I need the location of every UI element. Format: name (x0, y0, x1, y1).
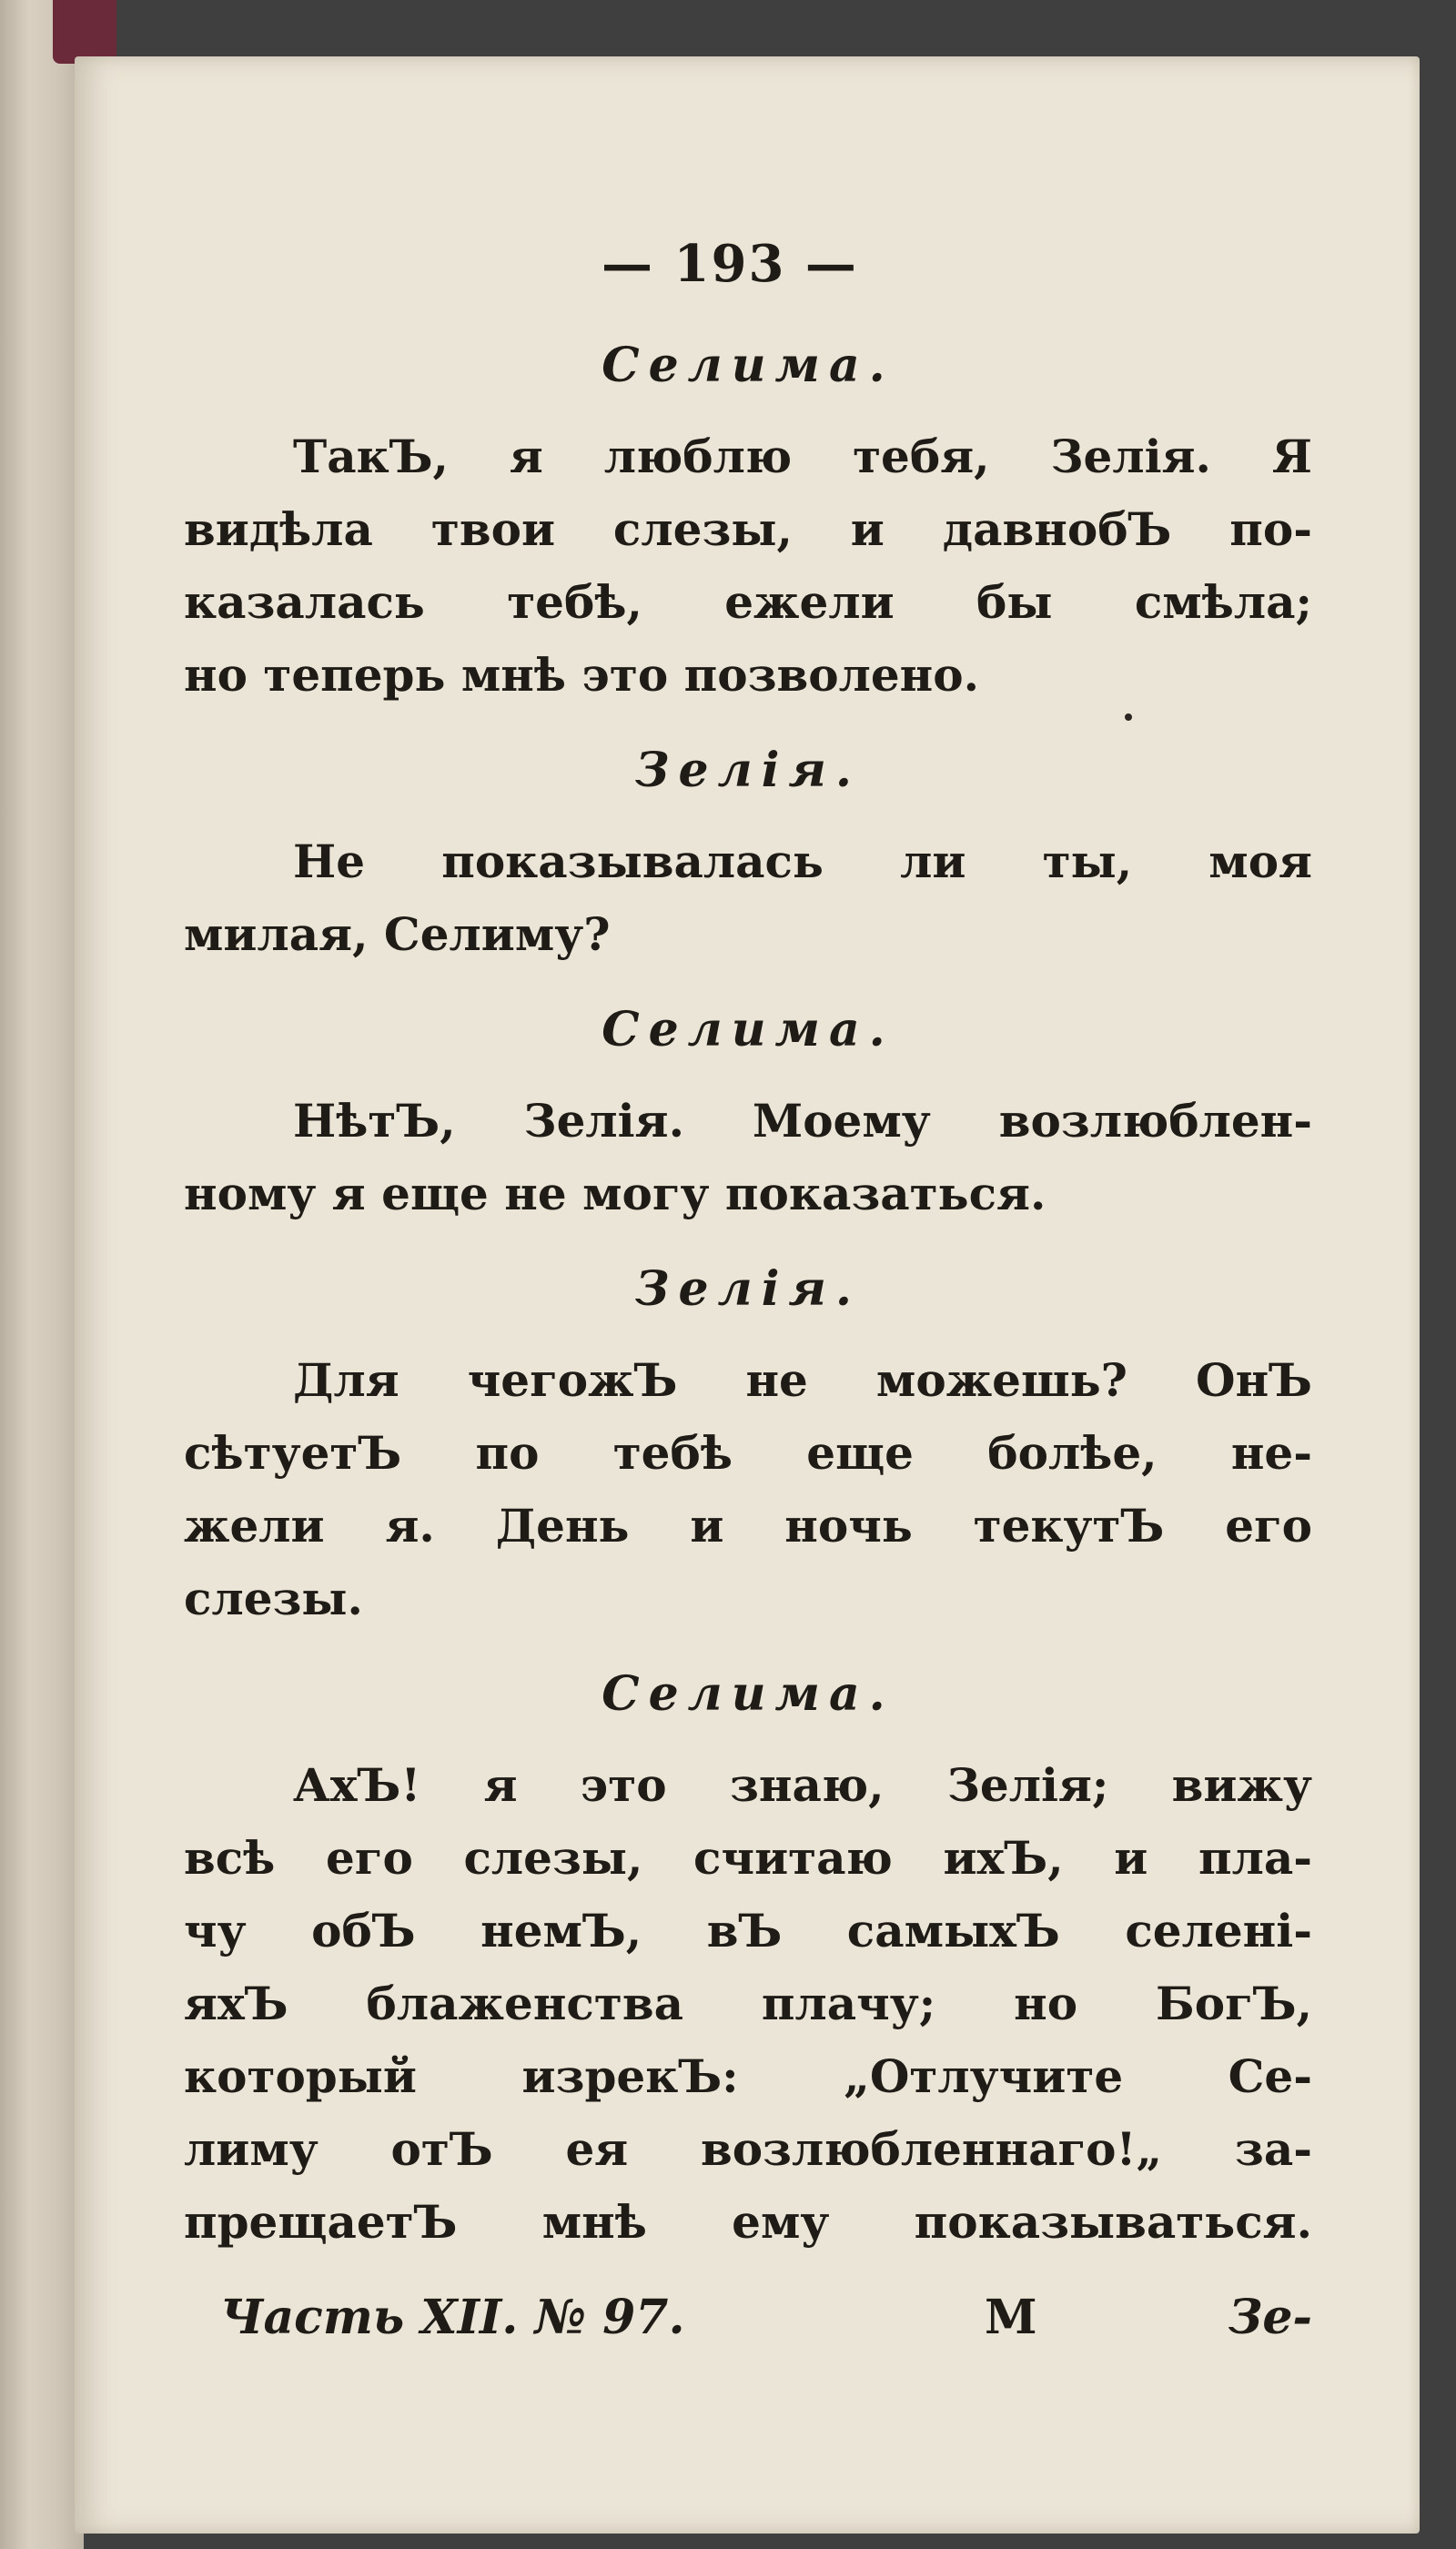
dialogue-block (184, 1666, 1312, 2259)
text-line: АхЪ! я это знаю, Зелія; вижу (293, 1758, 1312, 1812)
text-line: казалась тебѣ, ежели бы смѣла; (184, 575, 1312, 629)
text-line: прещаетЪ мнѣ ему показываться. (184, 2195, 1312, 2249)
dialogue-block (184, 338, 1312, 712)
page-number: — 193 — (602, 234, 858, 294)
text-line: яхЪ блаженства плачу; но БогЪ, (184, 1977, 1312, 2030)
bookmark-ribbon (53, 0, 116, 64)
speaker-name: Зелія. (635, 743, 861, 798)
book-page (75, 56, 1420, 2534)
text-line: но теперь мнѣ это позволено. (184, 648, 979, 702)
speaker-name: Селима. (602, 1002, 895, 1057)
text-line: НѣтЪ, Зелія. Моему возлюблен- (293, 1094, 1312, 1148)
text-line: видѣла твои слезы, и давнобЪ по- (184, 502, 1312, 556)
speaker-name: Селима. (602, 1666, 895, 1722)
dialogue-block (184, 1261, 1312, 1635)
text-line: слезы. (184, 1572, 363, 1625)
text-line: жели я. День и ночь текутЪ его (184, 1499, 1312, 1553)
speech-paragraph (184, 1085, 1312, 1230)
text-line: чу обЪ немЪ, вЪ самыхЪ селені- (184, 1904, 1312, 1957)
speech-paragraph (184, 1749, 1312, 2259)
text-line: ному я еще не могу показаться. (184, 1167, 1046, 1220)
page-signature-line (184, 2290, 1312, 2362)
catchword: Зе- (1228, 2290, 1312, 2345)
text-line: ТакЪ, я люблю тебя, Зелія. Я (293, 430, 1312, 483)
speaker-name: Зелія. (635, 1261, 861, 1317)
speaker-name: Селима. (602, 338, 895, 393)
dialogue-block (184, 1002, 1312, 1230)
dialogue-block (184, 743, 1312, 971)
text-line: Для чегожЪ не можешь? ОнЪ (293, 1353, 1312, 1407)
signature-mark: M (985, 2290, 1037, 2345)
speech-paragraph (184, 825, 1312, 971)
text-line: Не показывалась ли ты, моя (293, 834, 1312, 888)
text-line: сѣтуетЪ по тебѣ еще болѣе, не- (184, 1426, 1312, 1480)
text-line: который изрекЪ: „Отлучите Се- (184, 2049, 1312, 2103)
book-spine-edge (0, 0, 84, 2549)
speech-paragraph (184, 1344, 1312, 1635)
speech-paragraph (184, 420, 1312, 712)
text-line: милая, Селиму? (184, 907, 611, 961)
text-line: лиму отЪ ея возлюбленнаго!„ за- (184, 2122, 1312, 2176)
volume-issue-label: Часть XII. № 97. (220, 2290, 685, 2345)
text-line: всѣ его слезы, считаю ихЪ, и пла- (184, 1831, 1312, 1885)
page-content (184, 197, 1312, 2362)
